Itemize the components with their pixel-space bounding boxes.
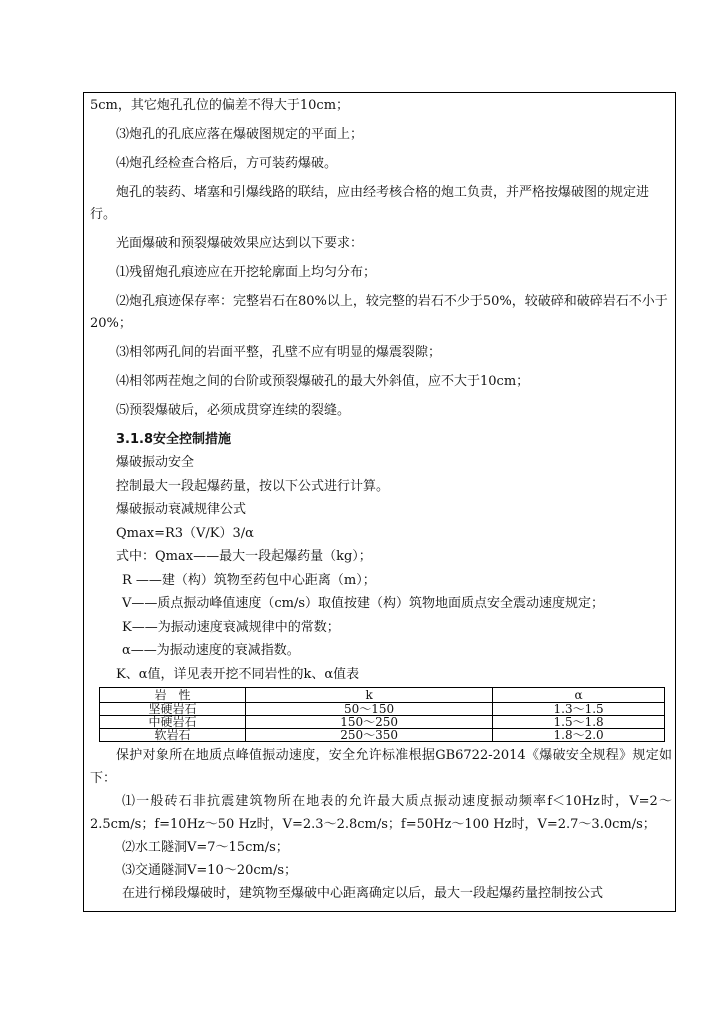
table-header-cell: k bbox=[246, 688, 493, 703]
table-row bbox=[100, 716, 665, 729]
text-line: α——为振动速度的衰减指数。 bbox=[122, 643, 300, 658]
table-cell: 软岩石 bbox=[100, 729, 246, 742]
document-frame bbox=[83, 92, 676, 912]
document-body bbox=[90, 95, 672, 905]
table-cell: 50～150 bbox=[246, 703, 493, 716]
table-row bbox=[100, 729, 665, 742]
table-cell: 1.8～2.0 bbox=[493, 729, 665, 742]
text-line: ⑶交通隧洞V=10～20cm/s； bbox=[122, 863, 298, 878]
text-line: 爆破振动安全 bbox=[116, 455, 195, 470]
text-line: K、α值，详见表开挖不同岩性的k、α值表 bbox=[116, 666, 360, 682]
table-cell: 坚硬岩石 bbox=[100, 703, 246, 716]
paragraph: ⑴一般砖石非抗震建筑物所在地表的允许最大质点振动速度振动频率f＜10Hz时，V=2～2.5cm/s；f=10Hz～50 Hz时，V=2.3～2.8cm/s；f=50Hz～100 Hz时，V=2.7～3.0cm/s； bbox=[90, 794, 672, 832]
paragraph: ⑴残留炮孔痕迹应在开挖轮廓面上均匀分布； bbox=[116, 265, 377, 280]
text-line: ⑵水工隧洞V=7～15cm/s； bbox=[122, 840, 289, 855]
table-cell: 中硬岩石 bbox=[100, 716, 246, 729]
text-line: R ——建（构）筑物至药包中心距离（m）； bbox=[122, 572, 376, 588]
text-line: 控制最大一段起爆药量，按以下公式进行计算。 bbox=[116, 478, 390, 494]
paragraph: ⑶炮孔的孔底应落在爆破图规定的平面上； bbox=[116, 127, 364, 142]
formula: Qmax=R3（V/K）3/α bbox=[116, 525, 254, 541]
table-cell: 1.3～1.5 bbox=[493, 703, 665, 716]
paragraph: 5cm，其它炮孔孔位的偏差不得大于10cm； bbox=[90, 98, 350, 113]
paragraph: ⑶相邻两孔间的岩面平整，孔壁不应有明显的爆震裂隙； bbox=[116, 345, 442, 360]
paragraph: ⑵炮孔痕迹保存率：完整岩石在80%以上，较完整的岩石不少于50%，较破碎和破碎岩石不小于20%； bbox=[90, 294, 668, 331]
section-heading: 3.1.8安全控制措施 bbox=[116, 432, 232, 447]
text-line: 式中：Qmax——最大一段起爆药量（kg）； bbox=[116, 549, 372, 564]
paragraph: 保护对象所在地质点峰值振动速度，安全允许标准根据GB6722-2014《爆破安全规程》规定如下： bbox=[90, 748, 672, 786]
table-header-row bbox=[100, 688, 665, 703]
paragraph: ⑷相邻两茬炮之间的台阶或预裂爆破孔的最大外斜值，应不大于10cm； bbox=[116, 374, 530, 389]
table-cell: 250～350 bbox=[246, 729, 493, 742]
table-header-cell: α bbox=[493, 688, 665, 703]
text-line: 在进行梯段爆破时，建筑物至爆破中心距离确定以后，最大一段起爆药量控制按公式 bbox=[122, 886, 604, 901]
paragraph: 光面爆破和预裂爆破效果应达到以下要求： bbox=[116, 236, 364, 251]
paragraph: ⑷炮孔经检查合格后，方可装药爆破。 bbox=[116, 156, 338, 171]
paragraph: 炮孔的装药、堵塞和引爆线路的联结，应由经考核合格的炮工负责，并严格按爆破图的规定进行。 bbox=[90, 185, 650, 222]
paragraph: ⑸预裂爆破后，必须成贯穿连续的裂缝。 bbox=[116, 403, 351, 418]
rock-coefficient-table bbox=[99, 687, 665, 742]
table-row bbox=[100, 703, 665, 716]
text-line: V——质点振动峰值速度（cm/s）取值按建（构）筑物地面质点安全震动速度规定； bbox=[122, 596, 605, 611]
table-header-cell: 岩 性 bbox=[100, 688, 246, 703]
text-line: K——为振动速度衰减规律中的常数； bbox=[122, 619, 340, 635]
table-cell: 150～250 bbox=[246, 716, 493, 729]
table-cell: 1.5～1.8 bbox=[493, 716, 665, 729]
text-line: 爆破振动衰减规律公式 bbox=[116, 502, 247, 517]
